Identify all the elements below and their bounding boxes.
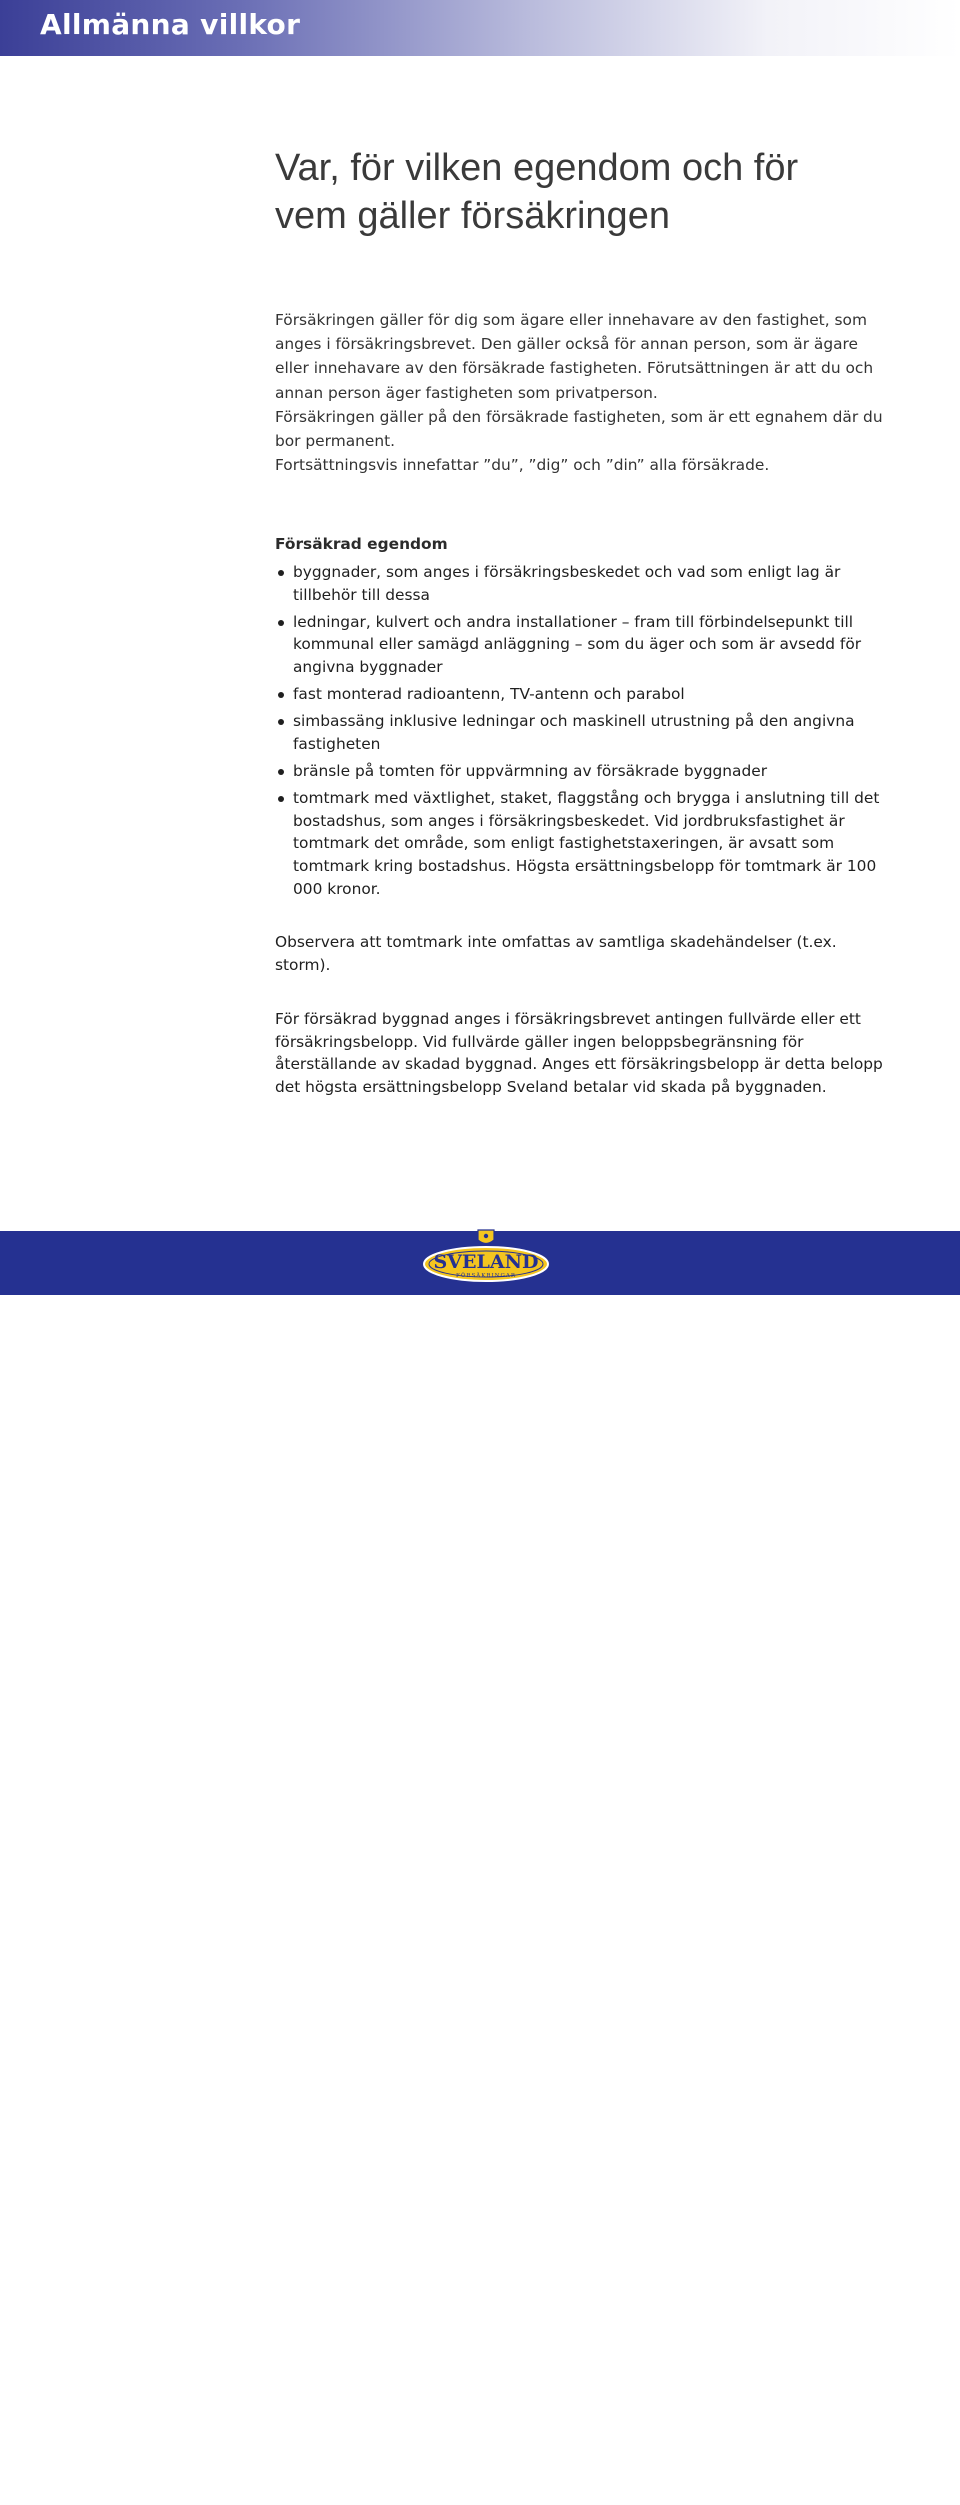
header-band	[0, 0, 960, 56]
list-item	[275, 561, 885, 606]
bullet-icon	[278, 796, 284, 802]
intro-paragraph-2: Försäkringen gäller på den försäkrade fastigheten, som är ett egnahem där du bor permanent.	[275, 407, 883, 451]
page-title	[275, 144, 915, 240]
page-number: 6	[895, 2481, 908, 2505]
list-item	[275, 760, 885, 783]
list-item	[275, 683, 885, 706]
list-item	[275, 787, 885, 901]
list-item-text: bränsle på tomten för uppvärmning av försäkrade byggnader	[293, 761, 768, 780]
bullet-icon	[278, 570, 284, 576]
list-item	[275, 611, 885, 679]
bullet-icon	[278, 769, 284, 775]
list-item-text: fast monterad radioantenn, TV-antenn och parabol	[293, 685, 685, 704]
tomtmark-note: Observera att tomtmark inte omfattas av samtliga skadehändelser (t.ex. storm).	[275, 933, 837, 974]
list-item	[275, 710, 885, 755]
logo-text: SVELAND	[433, 1251, 539, 1273]
intro-paragraph-1: Försäkringen gäller för dig som ägare eller innehavare av den fastighet, som anges i försäkringsbrevet. Den gäller också för annan person, som är ägare eller innehavare av den försäkrade fastigheten. Förutsättningen är att du och annan person äger fastigheten som privatperson.	[275, 311, 874, 402]
page-title-line-2: vem gäller försäkringen	[275, 195, 670, 237]
header-title: Allmänna villkor	[40, 8, 301, 41]
intro-paragraph-3: Fortsättningsvis innefattar ”du”, ”dig” och ”din” alla försäkrade.	[275, 456, 770, 475]
page-title-line-1: Var, för vilken egendom och för	[275, 147, 799, 189]
bullet-icon	[278, 719, 284, 725]
list-item-text: tomtmark med växtlighet, staket, flaggstång och brygga i anslutning till det bostadshus, som anges i försäkringsbeskedet. Vid jordbruksfastighet är tomtmark det område, som enligt fastighetstaxeringen, är avsatt som tomtmark kring bostadshus. Högsta ersättningsbelopp för tomtmark är 100 000 kronor.	[293, 788, 880, 898]
section-heading: Försäkrad egendom	[275, 535, 448, 553]
crest-icon	[478, 1230, 494, 1244]
bullet-icon	[278, 620, 284, 626]
building-paragraph: För försäkrad byggnad anges i försäkringsbrevet antingen fullvärde eller ett försäkringsbelopp. Vid fullvärde gäller ingen beloppsbegränsning för återställande av skadad byggnad. Anges ett försäkringsbelopp är detta belopp det högsta ersättningsbelopp Sveland betalar vid skada på byggnaden.	[275, 1010, 883, 1097]
sveland-logo	[420, 1228, 552, 1286]
bullet-icon	[278, 692, 284, 698]
logo-subtext: FÖRSÄKRINGAR	[456, 1273, 516, 1279]
list-item-text: byggnader, som anges i försäkringsbeskedet och vad som enligt lag är tillbehör till dessa	[293, 563, 841, 604]
list-item-text: ledningar, kulvert och andra installationer – fram till förbindelsepunkt till kommunal eller samägd anläggning – som du äger och som är avsedd för angivna byggnader	[293, 612, 862, 677]
intro-text	[275, 308, 885, 477]
list-item-text: simbassäng inklusive ledningar och maskinell utrustning på den angivna fastigheten	[293, 712, 855, 753]
bullet-list	[275, 561, 885, 905]
